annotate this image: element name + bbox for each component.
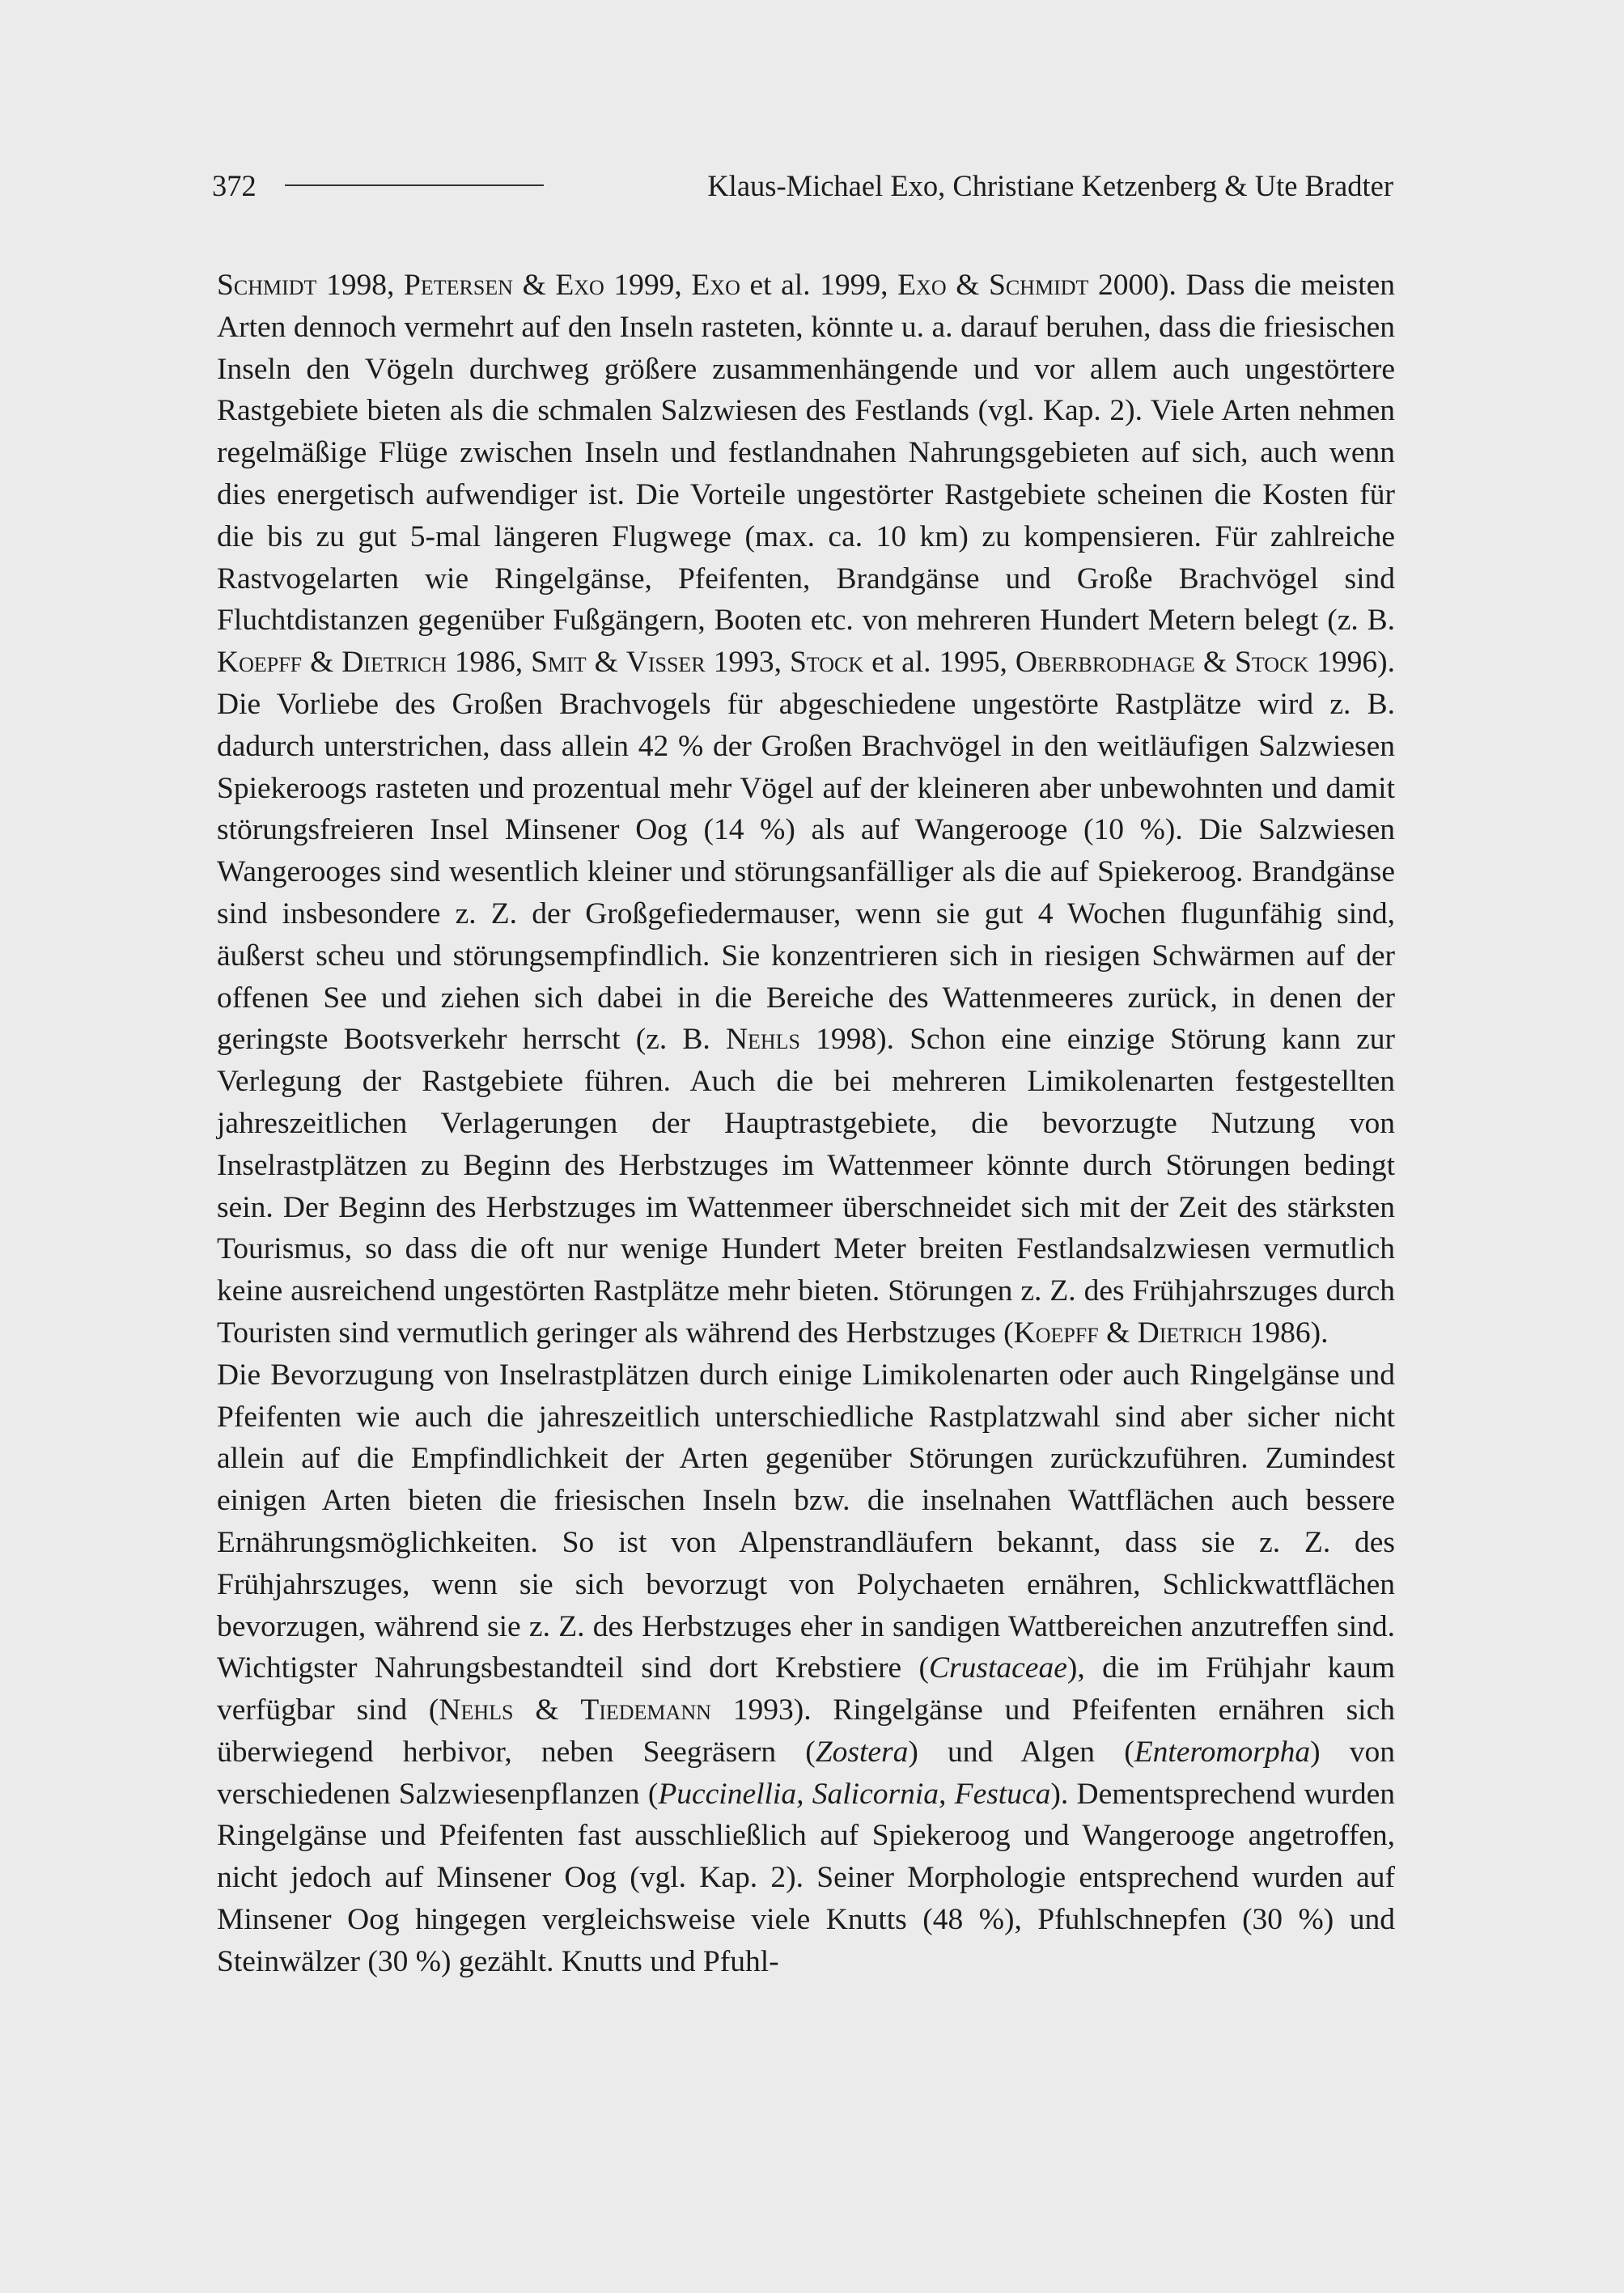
- text-run: &: [302, 646, 342, 680]
- cited-author: Visser: [625, 646, 706, 680]
- text-run: ) und Algen (: [908, 1735, 1134, 1769]
- body-text: [217, 265, 1395, 1983]
- cited-author: Exo: [691, 269, 740, 302]
- text-run: &: [1098, 1316, 1138, 1350]
- cited-author: Oberbrodhage: [1015, 646, 1195, 680]
- text-run: et al. 1999,: [740, 269, 898, 302]
- text-run: 1999,: [604, 269, 692, 302]
- cited-author: Koepff: [217, 646, 303, 680]
- text-run: 2000). Dass die meisten Arten dennoch vermehrt auf den Inseln rasteten, könnte u. a. darauf beruhen, dass die friesischen Inseln den Vögeln durchweg größere zusammenhängende und vor allem auch ungestörtere Rastgebiete bieten als die schmalen Salzwiesen des Festlands (vgl. Kap. 2). Viele Arten nehmen regelmäßige Flüge zwischen Inseln und festlandnahen Nahrungsgebieten auf sich, auch wenn dies energetisch aufwendiger ist. Die Vorteile ungestörter Rastgebiete scheinen die Kosten für die bis zu gut 5-mal längeren Flugwege (max. ca. 10 km) zu kompensieren. Für zahlreiche Rastvogelarten wie Ringelgänse, Pfeifenten, Brandgänse und Große Brachvögel sind Fluchtdistanzen gegenüber Fußgängern, Booten etc. von mehreren Hundert Metern belegt (z. B.: [217, 269, 1396, 638]
- cited-author: Schmidt: [988, 269, 1089, 302]
- text-run: &: [512, 269, 556, 302]
- text-run: ), die im Frühjahr kaum verfügbar sind (: [217, 1651, 1395, 1727]
- taxon-name: Puccinellia, Salicornia, Festuca: [658, 1777, 1051, 1811]
- text-run: 1986).: [1242, 1316, 1329, 1350]
- text-run: Die Bevorzugung von Inselrastplätzen durch einige Limikolenarten oder auch Ringelgänse und Pfeifenten wie auch die jahreszeitlich unterschiedliche Rastplatzwahl sind aber sicher nicht allein auf die Empfindlichkeit der Arten gegenüber Störungen zurückzuführen. Zumindest einigen Arten bieten die friesischen Inseln bzw. die inselnahen Wattflächen auch bessere Ernährungsmöglichkeiten. So ist von Alpenstrandläufern bekannt, dass sie z. Z. des Frühjahrszuges, wenn sie sich bevorzugt von Polychaeten ernähren, Schlickwattflächen bevorzugen, während sie z. Z. des Herbstzuges eher in sandigen Wattbereichen anzutreffen sind. Wichtigster Nahrungsbestandteil sind dort Krebstiere (: [217, 1358, 1395, 1685]
- running-title: Klaus-Michael Exo, Christiane Ketzenberg & Ute Bradter: [707, 169, 1393, 202]
- cited-author: Dietrich: [1137, 1316, 1243, 1350]
- cited-author: Exo: [555, 269, 604, 302]
- cited-author: Petersen: [404, 269, 513, 302]
- header-rule: [285, 184, 544, 186]
- text-run: ) von verschiedenen Salzwiesenpflanzen (: [217, 1735, 1395, 1811]
- page-number: 372: [212, 169, 257, 202]
- taxon-name: Zostera: [815, 1735, 909, 1769]
- text-run: &: [1194, 646, 1236, 680]
- cited-author: Exo: [897, 269, 947, 302]
- text-run: ). Dementsprechend wurden Ringelgänse und Pfeifenten fast ausschließlich auf Spiekeroog und Wangerooge angetroffen, nicht jedoch auf Minsener Oog (vgl. Kap. 2). Seiner Morphologie entsprechend wurden auf Minsener Oog hingegen vergleichsweise viele Knutts (48 %), Pfuhlschnepfen (30 %) und Steinwälzer (30 %) gezählt. Knutts und Pfuhl-: [217, 1777, 1395, 1978]
- text-run: 1998). Schon eine einzige Störung kann zur Verlegung der Rastgebiete führen. Auch die bei mehreren Limikolenarten festgestellten jahreszeitlichen Verlagerungen der Hauptrastgebiete, die bevorzugte Nutzung von Inselrastplätzen zu Beginn des Herbstzuges im Wattenmeer könnte durch Störungen bedingt sein. Der Beginn des Herbstzuges im Wattenmeer überschneidet sich mit der Zeit des stärksten Tourismus, so dass die oft nur wenige Hundert Meter breiten Festlandsalzwiesen vermutlich keine ausreichend ungestörten Rastplätze mehr bieten. Störungen z. Z. des Frühjahrszuges durch Touristen sind vermutlich geringer als während des Herbstzuges (: [217, 1023, 1395, 1350]
- cited-author: Dietrich: [341, 646, 447, 680]
- cited-author: Koepff: [1013, 1316, 1099, 1350]
- cited-author: Nehls: [439, 1693, 514, 1727]
- cited-author: Tiedemann: [580, 1693, 711, 1727]
- text-run: &: [513, 1693, 581, 1727]
- text-run: 1996). Die Vorliebe des Großen Brachvogels für abgeschiedene ungestörte Rastplätze wird z. B. dadurch unterstrichen, dass allein 42 % der Großen Brachvögel in den weitläufigen Salzwiesen Spiekeroogs rasteten und prozentual mehr Vögel auf der kleineren aber unbewohnten und damit störungsfreieren Insel Minsener Oog (14 %) als auf Wangerooge (10 %). Die Salzwiesen Wangerooges sind wesentlich kleiner und störungsanfälliger als die auf Spiekeroog. Brandgänse sind insbesondere z. Z. der Großgefiedermauser, wenn sie gut 4 Wochen flugunfähig sind, äußerst scheu und störungsempfindlich. Sie konzentrieren sich in riesigen Schwärmen auf der offenen See und ziehen sich dabei in die Bereiche des Wattenmeeres zurück, in denen der geringste Bootsverkehr herrscht (z. B.: [217, 646, 1396, 1057]
- taxon-name: Enteromorpha: [1134, 1735, 1311, 1769]
- text-run: &: [946, 269, 989, 302]
- cited-author: Stock: [1235, 646, 1309, 680]
- text-run: 1993,: [705, 646, 790, 680]
- taxon-name: Crustaceae: [929, 1651, 1067, 1685]
- paragraph: [217, 265, 1395, 1354]
- page-header: [212, 159, 1393, 207]
- text-run: et al. 1995,: [863, 646, 1016, 680]
- cited-author: Nehls: [725, 1023, 801, 1057]
- text-run: 1993). Ringelgänse und Pfeifenten ernähren sich überwiegend herbivor, neben Seegräsern (: [217, 1693, 1395, 1769]
- cited-author: Stock: [789, 646, 864, 680]
- cited-author: Schmidt: [217, 269, 317, 302]
- cited-author: Smit: [531, 646, 587, 680]
- text-run: &: [586, 646, 626, 680]
- text-run: 1986,: [446, 646, 532, 680]
- text-run: 1998,: [316, 269, 404, 302]
- paragraph: [217, 1354, 1395, 1983]
